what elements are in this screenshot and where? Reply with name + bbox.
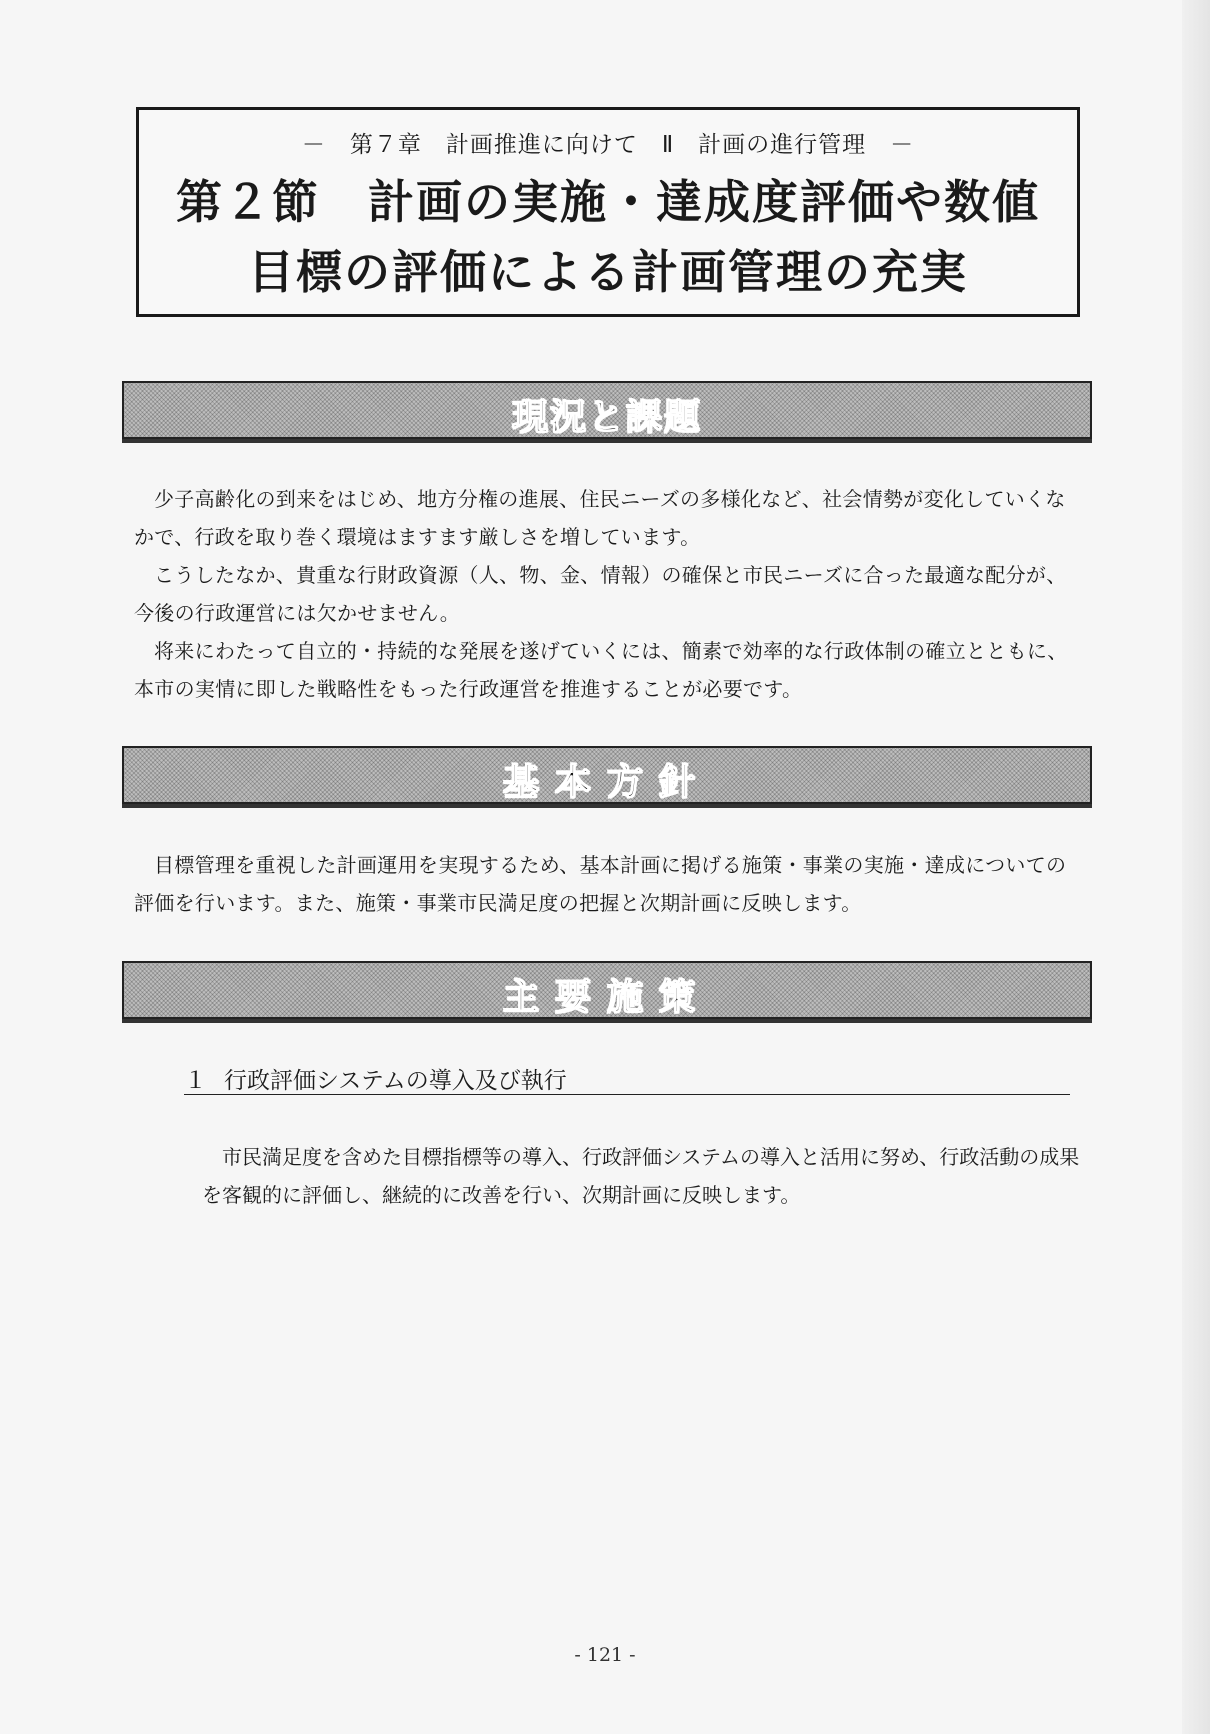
- section-label: 主要施策: [502, 977, 711, 1018]
- paragraph: 将来にわたって自立的・持続的な発展を遂げていくには、簡素で効率的な行政体制の確立とともに、本市の実情に即した戦略性をもった行政運営を推進することが必要です。: [134, 639, 1068, 701]
- paragraph: 目標管理を重視した計画運用を実現するため、基本計画に掲げる施策・事業の実施・達成についての評価を行います。また、施策・事業市民満足度の把握と次期計画に反映します。: [134, 853, 1067, 915]
- section-label: 基本方針: [502, 762, 711, 803]
- measure-item-heading: [184, 1062, 1070, 1095]
- paragraph: 少子高齢化の到来をはじめ、地方分権の進展、住民ニーズの多様化など、社会情勢が変化していくなかで、行政を取り巻く環境はますます厳しさを増しています。: [134, 487, 1066, 549]
- scan-edge: [1182, 0, 1210, 1734]
- section-bar-basic-policy: [122, 746, 1092, 804]
- chapter-header: － 第７章 計画推進に向けて Ⅱ 計画の進行管理 －: [301, 132, 915, 158]
- page-number: - 121 -: [574, 1644, 636, 1666]
- section-bar-main-measures: [122, 961, 1092, 1019]
- paragraph: こうしたなか、貴重な行財政資源（人、物、金、情報）の確保と市民ニーズに合った最適な配分が、今後の行政運営には欠かせません。: [134, 563, 1067, 625]
- measure-item-number: １: [184, 1068, 207, 1094]
- measure-item-title: 行政評価システムの導入及び執行: [224, 1068, 567, 1094]
- title-box: [136, 107, 1080, 317]
- current-issues-text: [134, 480, 1080, 708]
- section-title-line-1: 第２節 計画の実施・達成度評価や数値: [176, 175, 1040, 229]
- section-title-line-2: 目標の評価による計画管理の充実: [248, 245, 968, 299]
- section-label: 現況と課題: [511, 397, 702, 438]
- main-measures-text: [202, 1138, 1080, 1214]
- paragraph: 市民満足度を含めた目標指標等の導入、行政評価システムの導入と活用に努め、行政活動の成果を客観的に評価し、継続的に改善を行い、次期計画に反映します。: [202, 1145, 1080, 1207]
- section-bar-current-issues: [122, 381, 1092, 439]
- basic-policy-text: [134, 846, 1080, 922]
